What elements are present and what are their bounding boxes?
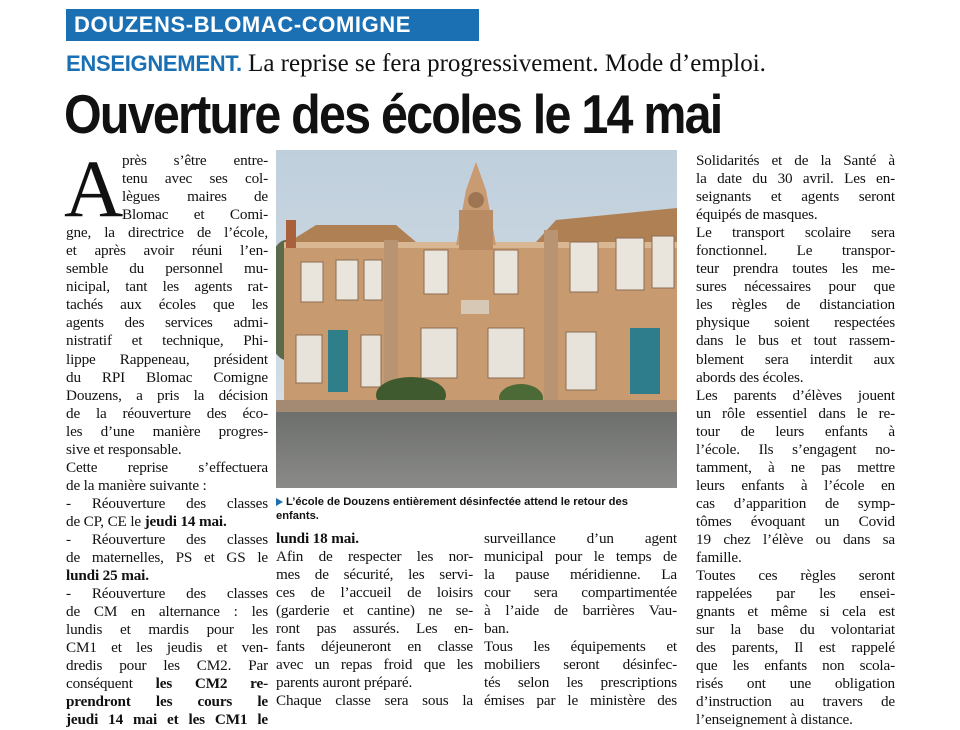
text-line: seignants et agents seront bbox=[696, 188, 895, 206]
text-line: Chaque classe sera sous la bbox=[276, 692, 473, 710]
kicker-text: La reprise se fera progressivement. Mode d’emploi. bbox=[241, 50, 766, 77]
caption-arrow-icon bbox=[276, 498, 283, 506]
text-line: de maternelles, PS et GS le bbox=[66, 549, 268, 567]
text-line: que les enfants non scola- bbox=[696, 657, 895, 675]
bold-text: prendront les cours le bbox=[66, 693, 268, 711]
text-line: abords des écoles. bbox=[696, 368, 804, 386]
text-line: 19 chez l’élève ou dans sa bbox=[696, 530, 895, 548]
text-line: cour sera compartimentée bbox=[484, 584, 677, 602]
text-line: (garderie et cantine) ne se- bbox=[276, 602, 473, 620]
bold-date: jeudi 14 mai. bbox=[144, 512, 227, 530]
text-line: nicipal, tant les agents rat- bbox=[66, 278, 268, 296]
article-column-2 bbox=[276, 530, 473, 710]
text-line: ces de l’accueil de loisirs bbox=[276, 584, 473, 602]
text-line: Le transport scolaire sera bbox=[696, 224, 895, 242]
text-line: tour de leurs enfants à bbox=[696, 422, 895, 440]
text-line: l’enseignement à distance. bbox=[696, 711, 853, 729]
photo-caption bbox=[276, 495, 680, 523]
text-line: agents des services admi- bbox=[66, 314, 268, 332]
text-line: d’instruction au travers de bbox=[696, 693, 895, 711]
bold-text: les CM2 re- bbox=[155, 675, 268, 693]
text-line: dredis pour les CM2. Par bbox=[66, 657, 268, 675]
text-line: Les parents d’élèves jouent bbox=[696, 386, 895, 404]
text-line bbox=[66, 513, 268, 531]
text-line: ban. bbox=[484, 620, 510, 638]
drop-cap: A bbox=[64, 143, 124, 234]
text-line bbox=[276, 530, 473, 548]
text-line: de CM en alternance : les bbox=[66, 603, 268, 621]
text-line: dans le bus et tout rassem- bbox=[696, 332, 895, 350]
text-line: blement sera interdit aux bbox=[696, 350, 895, 368]
text-line: semble du personnel mu- bbox=[66, 260, 268, 278]
text-line: tamment, à ne pas mettre bbox=[696, 458, 895, 476]
text-line: de la manière suivante : bbox=[66, 476, 207, 494]
text-line: leurs enfants à l’école en bbox=[696, 476, 895, 494]
text-line: - Réouverture des classes bbox=[66, 530, 268, 548]
text-line: des parents, Il est rappelé bbox=[696, 639, 895, 657]
text-run: conséquent bbox=[66, 675, 156, 693]
text-line: nistratif et technique, Phi- bbox=[66, 332, 268, 350]
text-line: tachés aux écoles que les bbox=[66, 296, 268, 314]
text-line: l’école. Ils s’engagent no- bbox=[696, 440, 895, 458]
section-banner bbox=[66, 9, 479, 41]
text-line: lippe Rappeneau, président bbox=[66, 350, 268, 368]
text-line: Douzens, a pris la décision bbox=[66, 386, 268, 404]
text-line: physique soient respectées bbox=[696, 314, 895, 332]
text-line: tés selon les prescriptions bbox=[484, 674, 677, 692]
text-line: la pause méridienne. La bbox=[484, 566, 677, 584]
text-line: lundis et mardis pour les bbox=[66, 621, 268, 639]
text-line: Blomac et Comi- bbox=[122, 206, 268, 224]
text-line bbox=[66, 693, 268, 711]
text-line: à l’aide de barrières Vau- bbox=[484, 602, 677, 620]
text-line: les règles de distanciation bbox=[696, 296, 895, 314]
bold-date: lundi 25 mai. bbox=[66, 567, 149, 585]
text-line: sive et responsable. bbox=[66, 440, 182, 458]
text-line: et après avoir réuni l’en- bbox=[66, 242, 268, 260]
article-column-1 bbox=[66, 152, 268, 730]
bold-date: lundi 18 mai. bbox=[276, 530, 359, 547]
text-line: cas d’apparition de symp- bbox=[696, 494, 895, 512]
text-line: mobiliers seront désinfec- bbox=[484, 656, 677, 674]
text-line: teur prendra toutes les me- bbox=[696, 260, 895, 278]
text-line: sur la base du volontariat bbox=[696, 621, 895, 639]
bold-text: jeudi 14 mai et les CM1 le bbox=[66, 711, 268, 729]
text-line: municipal pour le temps de bbox=[484, 548, 677, 566]
text-line: tômes évoquant un Covid bbox=[696, 512, 895, 530]
article-column-3 bbox=[484, 530, 677, 710]
text-line: de la réouverture des éco- bbox=[66, 404, 268, 422]
text-line: tenu avec ses col- bbox=[122, 170, 268, 188]
text-line: fonctionnel. Le transpor- bbox=[696, 242, 895, 260]
text-run: de CP, CE le bbox=[66, 512, 145, 530]
text-line: risés ont une obligation bbox=[696, 675, 895, 693]
text-line: CM1 et les jeudis et ven- bbox=[66, 639, 268, 657]
rubric-label: ENSEIGNEMENT. bbox=[66, 51, 242, 76]
text-line: rappelées par les ensei- bbox=[696, 585, 895, 603]
text-line: Cette reprise s’effectuera bbox=[66, 458, 268, 476]
kicker-line bbox=[66, 50, 766, 78]
text-line: gnants et même si cela est bbox=[696, 603, 895, 621]
text-line: Toutes ces règles seront bbox=[696, 567, 895, 585]
text-line bbox=[66, 567, 268, 585]
article-column-4 bbox=[696, 152, 895, 730]
text-line bbox=[66, 711, 268, 729]
caption-line: L’école de Douzens entièrement désinfectée attend le retour des bbox=[286, 496, 628, 508]
school-building-illustration bbox=[276, 150, 677, 488]
text-line: fants déjeuneront en classe bbox=[276, 638, 473, 656]
text-line: émises par le ministère des bbox=[484, 692, 677, 710]
text-line: mes de sécurité, les servi- bbox=[276, 566, 473, 584]
section-banner-text: DOUZENS-BLOMAC-COMIGNE bbox=[74, 12, 412, 37]
text-line: du RPI Blomac Comigne bbox=[66, 368, 268, 386]
text-line: ront pas assurés. Les en- bbox=[276, 620, 473, 638]
text-line: lègues maires de bbox=[122, 188, 268, 206]
text-line: gne, la directrice de l’école, bbox=[66, 224, 268, 242]
text-line: équipés de masques. bbox=[696, 206, 818, 224]
text-line: sures nécessaires pour que bbox=[696, 278, 895, 296]
text-line: parents auront préparé. bbox=[276, 674, 413, 692]
text-line: avec un repas froid que les bbox=[276, 656, 473, 674]
text-line: Afin de respecter les nor- bbox=[276, 548, 473, 566]
headline: Ouverture des écoles le 14 mai bbox=[64, 83, 722, 145]
text-line: les d’une manière progres- bbox=[66, 422, 268, 440]
caption-line: enfants. bbox=[276, 510, 319, 522]
text-line: près s’être entre- bbox=[122, 152, 268, 169]
text-line: un rôle essentiel dans le re- bbox=[696, 404, 895, 422]
text-line: - Réouverture des classes bbox=[66, 585, 268, 603]
text-line: - Réouverture des classes bbox=[66, 494, 268, 512]
text-line: famille. bbox=[696, 549, 742, 567]
text-line: Tous les équipements et bbox=[484, 638, 677, 656]
text-line: Solidarités et de la Santé à bbox=[696, 152, 895, 169]
school-photo bbox=[276, 150, 677, 488]
text-line bbox=[66, 675, 268, 693]
text-line: la date du 30 avril. Les en- bbox=[696, 170, 895, 188]
text-line: surveillance d’un agent bbox=[484, 530, 677, 547]
